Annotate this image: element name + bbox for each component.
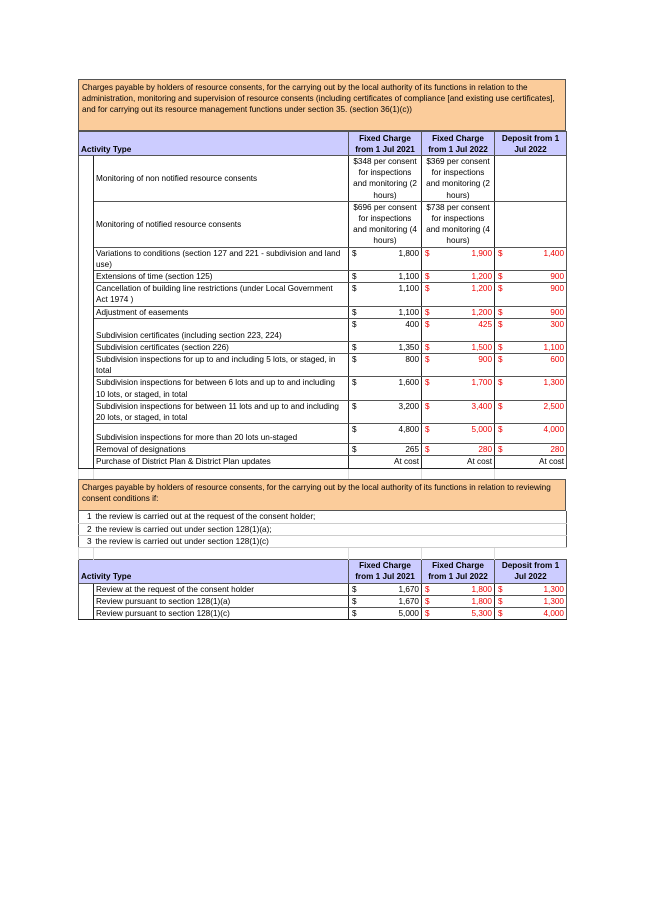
currency-symbol: $ [425, 445, 430, 455]
table-row [79, 283, 567, 306]
header-fixed-2022: Fixed Charge from 1 Jul 2022 [422, 132, 495, 156]
currency-symbol: $ [352, 272, 357, 282]
currency-symbol: $ [425, 284, 430, 294]
currency-symbol: $ [425, 342, 430, 352]
currency-symbol: $ [425, 378, 430, 388]
table-row [79, 595, 567, 607]
header-deposit-2022: Deposit from 1 Jul 2022 [495, 559, 567, 583]
condition-text: the review is carried out under section 128(1)(c) [94, 535, 567, 547]
currency-symbol: $ [498, 248, 503, 258]
currency-symbol: $ [498, 355, 503, 365]
table-row [79, 306, 567, 318]
charge-2021-cell: $ 3,200 [349, 400, 422, 423]
charge-2022-cell: $ 900 [422, 354, 495, 377]
table-row [79, 341, 567, 353]
deposit-cell: $ 2,500 [495, 400, 567, 423]
charge-2022-cell: $ 1,900 [422, 247, 495, 270]
activity-cell: Subdivision inspections for between 11 lots and up to and including 20 lots, or staged, in total [94, 400, 349, 423]
activity-cell: Review at the request of the consent holder [94, 583, 349, 595]
currency-symbol: $ [498, 307, 503, 317]
spacer-row [79, 548, 567, 559]
currency-symbol: $ [352, 401, 357, 411]
currency-symbol: $ [425, 584, 430, 594]
activity-cell: Removal of designations [94, 444, 349, 456]
deposit-cell: $ 900 [495, 283, 567, 306]
currency-symbol: $ [352, 608, 357, 618]
table-row [79, 444, 567, 456]
currency-symbol: $ [498, 284, 503, 294]
table-row [79, 400, 567, 423]
currency-symbol: $ [352, 284, 357, 294]
currency-symbol: $ [352, 596, 357, 606]
charge-2021-cell: $ 1,670 [349, 583, 422, 595]
deposit-cell [495, 156, 567, 202]
deposit-cell: $ 1,300 [495, 595, 567, 607]
activity-cell: Subdivision certificates (section 226) [94, 341, 349, 353]
fee-schedule-sheet [78, 79, 566, 620]
charge-2021-cell: At cost [349, 456, 422, 468]
deposit-cell: $ 1,100 [495, 341, 567, 353]
section2-header-row [79, 559, 567, 583]
header-activity-type: Activity Type [79, 559, 349, 583]
charge-2022-cell: $ 1,800 [422, 595, 495, 607]
charge-2022-cell: $ 5,000 [422, 424, 495, 444]
condition-number: 3 [79, 535, 94, 547]
charge-2021-cell: $ 400 [349, 318, 422, 341]
currency-symbol: $ [498, 378, 503, 388]
charge-2021-cell: $ 1,350 [349, 341, 422, 353]
table-row [79, 354, 567, 377]
section2-table [78, 548, 567, 620]
activity-cell: Monitoring of notified resource consents [94, 201, 349, 247]
table-row [79, 377, 567, 400]
charge-2022-cell: $738 per consent for inspections and monitoring (4 hours) [422, 201, 495, 247]
charge-2022-cell: $ 1,200 [422, 283, 495, 306]
currency-symbol: $ [498, 608, 503, 618]
currency-symbol: $ [352, 355, 357, 365]
section2-banner: Charges payable by holders of resource consents, for the carrying out by the local authority of its functions in relation to reviewing consent conditions if: [78, 479, 566, 511]
currency-symbol: $ [498, 596, 503, 606]
activity-cell: Cancellation of building line restrictions (under Local Government Act 1974 ) [94, 283, 349, 306]
activity-cell: Subdivision inspections for up to and including 5 lots, or staged, in total [94, 354, 349, 377]
activity-cell: Review pursuant to section 128(1)(c) [94, 607, 349, 619]
condition-number: 1 [79, 511, 94, 523]
currency-symbol: $ [498, 425, 503, 435]
charge-2021-cell: $ 265 [349, 444, 422, 456]
charge-2021-cell: $ 1,100 [349, 306, 422, 318]
header-deposit-2022: Deposit from 1 Jul 2022 [495, 132, 567, 156]
charge-2021-cell: $ 5,000 [349, 607, 422, 619]
charge-2022-cell: At cost [422, 456, 495, 468]
currency-symbol: $ [425, 272, 430, 282]
deposit-cell: $ 4,000 [495, 424, 567, 444]
charge-2021-cell: $ 1,600 [349, 377, 422, 400]
condition-text: the review is carried out at the request of the consent holder; [94, 511, 567, 523]
table-row [79, 607, 567, 619]
currency-symbol: $ [425, 319, 430, 329]
condition-item [79, 535, 567, 547]
charge-2021-cell: $ 1,670 [349, 595, 422, 607]
section1-header-row [79, 132, 567, 156]
charge-2021-cell: $ 1,100 [349, 283, 422, 306]
table-row [79, 156, 567, 202]
deposit-cell: $ 1,300 [495, 583, 567, 595]
charge-2021-cell: $ 4,800 [349, 424, 422, 444]
currency-symbol: $ [425, 401, 430, 411]
currency-symbol: $ [498, 272, 503, 282]
condition-number: 2 [79, 523, 94, 535]
deposit-cell: $ 600 [495, 354, 567, 377]
header-fixed-2021: Fixed Charge from 1 Jul 2021 [349, 559, 422, 583]
activity-cell: Monitoring of non notified resource consents [94, 156, 349, 202]
currency-symbol: $ [425, 307, 430, 317]
charge-2022-cell: $ 1,200 [422, 306, 495, 318]
activity-cell: Review pursuant to section 128(1)(a) [94, 595, 349, 607]
charge-2022-cell: $ 425 [422, 318, 495, 341]
condition-item [79, 511, 567, 523]
currency-symbol: $ [498, 401, 503, 411]
charge-2021-cell: $ 1,100 [349, 271, 422, 283]
deposit-cell [495, 201, 567, 247]
currency-symbol: $ [352, 342, 357, 352]
table-row [79, 424, 567, 444]
charge-2022-cell: $369 per consent for inspections and monitoring (2 hours) [422, 156, 495, 202]
section2-conditions [78, 511, 567, 548]
deposit-cell: $ 4,000 [495, 607, 567, 619]
condition-item [79, 523, 567, 535]
charge-2021-cell: $ 1,800 [349, 247, 422, 270]
section1-banner: Charges payable by holders of resource consents, for the carrying out by the local authority of its functions in relation to the administration, monitoring and supervision of resource consents (including certificates of compliance [and existing use certificates], and for carrying out its resource management functions under section 35. (section 36(1)(c)) [78, 79, 566, 131]
charge-2021-cell: $696 per consent for inspections and monitoring (4 hours) [349, 201, 422, 247]
currency-symbol: $ [352, 378, 357, 388]
table-row [79, 318, 567, 341]
section1-table [78, 131, 567, 479]
currency-symbol: $ [352, 319, 357, 329]
deposit-cell: $ 1,400 [495, 247, 567, 270]
currency-symbol: $ [352, 445, 357, 455]
currency-symbol: $ [425, 355, 430, 365]
currency-symbol: $ [352, 248, 357, 258]
charge-2022-cell: $ 3,400 [422, 400, 495, 423]
table-row [79, 271, 567, 283]
charge-2022-cell: $ 5,300 [422, 607, 495, 619]
activity-cell: Purchase of District Plan & District Plan updates [94, 456, 349, 468]
activity-cell: Extensions of time (section 125) [94, 271, 349, 283]
condition-text: the review is carried out under section 128(1)(a); [94, 523, 567, 535]
table-row [79, 456, 567, 468]
currency-symbol: $ [352, 307, 357, 317]
spacer-row [79, 468, 567, 479]
currency-symbol: $ [498, 319, 503, 329]
deposit-cell: At cost [495, 456, 567, 468]
charge-2022-cell: $ 1,200 [422, 271, 495, 283]
deposit-cell: $ 280 [495, 444, 567, 456]
currency-symbol: $ [425, 248, 430, 258]
deposit-cell: $ 900 [495, 271, 567, 283]
activity-cell: Subdivision certificates (including section 223, 224) [94, 318, 349, 341]
header-fixed-2022: Fixed Charge from 1 Jul 2022 [422, 559, 495, 583]
header-fixed-2021: Fixed Charge from 1 Jul 2021 [349, 132, 422, 156]
deposit-cell: $ 300 [495, 318, 567, 341]
charge-2021-cell: $348 per consent for inspections and monitoring (2 hours) [349, 156, 422, 202]
table-row [79, 247, 567, 270]
charge-2022-cell: $ 1,800 [422, 583, 495, 595]
currency-symbol: $ [425, 596, 430, 606]
currency-symbol: $ [498, 445, 503, 455]
charge-2021-cell: $ 800 [349, 354, 422, 377]
activity-cell: Subdivision inspections for more than 20 lots un-staged [94, 424, 349, 444]
activity-cell: Subdivision inspections for between 6 lots and up to and including 10 lots, or staged, in total [94, 377, 349, 400]
currency-symbol: $ [498, 584, 503, 594]
currency-symbol: $ [352, 584, 357, 594]
charge-2022-cell: $ 280 [422, 444, 495, 456]
currency-symbol: $ [425, 425, 430, 435]
activity-cell: Variations to conditions (section 127 and 221 - subdivision and land use) [94, 247, 349, 270]
currency-symbol: $ [352, 425, 357, 435]
currency-symbol: $ [498, 342, 503, 352]
deposit-cell: $ 900 [495, 306, 567, 318]
table-row [79, 201, 567, 247]
table-row [79, 583, 567, 595]
charge-2022-cell: $ 1,700 [422, 377, 495, 400]
charge-2022-cell: $ 1,500 [422, 341, 495, 353]
activity-cell: Adjustment of easements [94, 306, 349, 318]
deposit-cell: $ 1,300 [495, 377, 567, 400]
header-activity-type: Activity Type [79, 132, 349, 156]
currency-symbol: $ [425, 608, 430, 618]
